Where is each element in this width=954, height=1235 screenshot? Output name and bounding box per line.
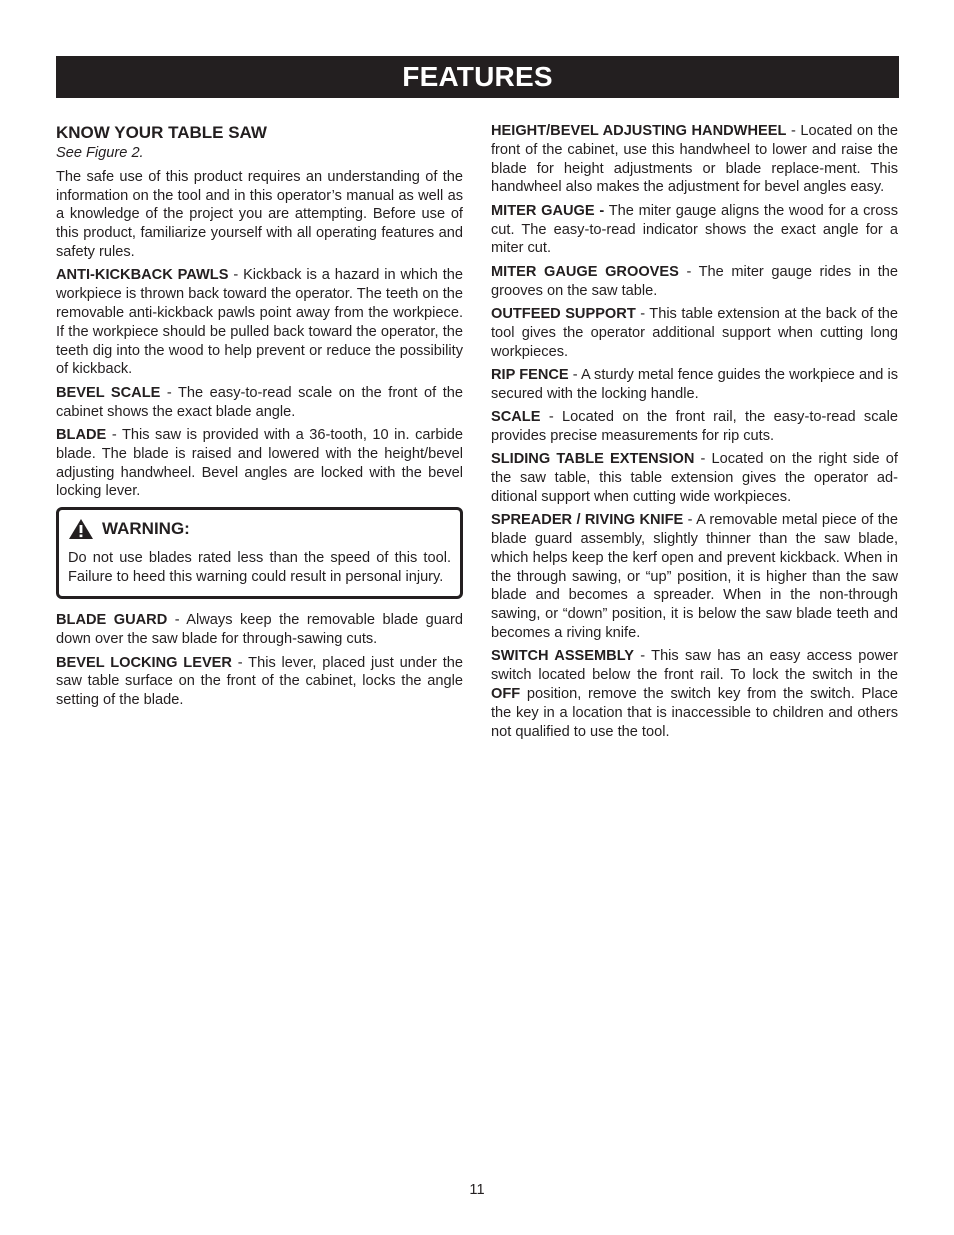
feature-height-bevel-handwheel [491, 122, 898, 197]
warning-text: Do not use blades rated less than the speed of this tool. Failure to heed this warning could result in personal injury. [68, 550, 451, 585]
feature-description: - This lever, placed just under the saw table surface on the front of the cabinet, locks the angle setting of the blade. [56, 654, 463, 709]
feature-term: SLIDING TABLE EXTENSION [491, 451, 695, 468]
feature-term: ANTI-KICKBACK PAWLS [56, 267, 229, 284]
feature-scale [491, 408, 898, 446]
feature-term: SWITCH ASSEMBLY [491, 648, 635, 665]
feature-description: The miter gauge aligns the wood for a cross cut. The easy-to-read indicator shows the exact angle for a miter cut. [491, 202, 898, 257]
feature-term: MITER GAUGE - [491, 202, 605, 219]
feature-term: BEVEL SCALE [56, 384, 161, 401]
feature-description: - A removable metal piece of the blade guard assembly, slightly thinner than the saw blade, which helps keep the kerf open and prevent kickback. When in the through sawing, or “up” position, it is higher than the saw blade and becomes a spreader. When in the non-through sawing, or “down” position, it is below the saw blade teeth and becomes a riving knife. [491, 512, 898, 642]
feature-description-continued: position, remove the switch key from the switch. Place the key in a location that is inaccessible to children and others not qualified to use the tool. [491, 686, 898, 740]
feature-description: - Located on the right side of the saw table, this table extension gives the operator ad-ditional support when cutting wide workpieces. [491, 451, 898, 505]
feature-description: - This saw has an easy access power switch located below the front rail. To lock the switch in the [491, 648, 898, 684]
feature-term: SPREADER / RIVING KNIFE [491, 512, 684, 529]
feature-description: - This saw is provided with a 36-tooth, 10 in. carbide blade. The blade is raised and lowered with the height/bevel adjusting handwheel. Bevel angles are locked with the bevel locking lever. [56, 426, 463, 500]
feature-term: OUTFEED SUPPORT [491, 305, 636, 322]
warning-triangle-icon [68, 518, 94, 540]
feature-description: - The easy-to-read scale on the front of the cabinet shows the exact blade angle. [56, 384, 463, 420]
page-number: 11 [469, 1182, 485, 1198]
feature-description: - Located on the front rail, the easy-to-read scale provides precise measurements for rip cuts. [491, 409, 898, 444]
figure-reference: See Figure 2. [56, 145, 144, 161]
feature-switch-assembly [491, 647, 898, 741]
warning-header [68, 518, 451, 540]
feature-term: MITER GAUGE GROOVES [491, 263, 679, 280]
left-column [56, 122, 463, 714]
feature-bevel-locking-lever [56, 654, 463, 710]
feature-description: - This table extension at the back of the tool gives the operator additional support when cutting long workpieces. [491, 305, 898, 360]
feature-description: - The miter gauge rides in the grooves on the saw table. [491, 263, 898, 299]
feature-term: BLADE GUARD [56, 612, 168, 629]
feature-term: SCALE [491, 409, 541, 426]
section-title-banner: FEATURES [56, 56, 899, 98]
feature-description: - Kickback is a hazard in which the workpiece is thrown back toward the operator. The teeth on the removable anti-kickback pawls point away from the workpiece. If the workpiece should be pulled back toward the operator, the teeth dig into the wood to help prevent or reduce the possibility of kickback. [56, 267, 463, 378]
feature-sliding-table-extension [491, 450, 898, 506]
feature-term: BLADE [56, 426, 107, 443]
feature-miter-gauge [491, 202, 898, 258]
feature-description: - Always keep the removable blade guard down over the saw blade for through-sawing cuts. [56, 612, 463, 648]
feature-outfeed-support [491, 305, 898, 361]
feature-bevel-scale [56, 384, 463, 422]
feature-anti-kickback-pawls [56, 266, 463, 379]
feature-miter-gauge-grooves [491, 263, 898, 301]
feature-spreader-riving-knife [491, 511, 898, 643]
warning-title: WARNING: [102, 519, 190, 539]
section-heading: KNOW YOUR TABLE SAW [56, 123, 267, 142]
feature-term: HEIGHT/BEVEL ADJUSTING HANDWHEEL [491, 123, 787, 139]
warning-box [56, 507, 463, 599]
feature-term: RIP FENCE [491, 366, 569, 383]
off-keyword: OFF [491, 686, 521, 703]
feature-blade-guard [56, 611, 463, 649]
feature-rip-fence [491, 366, 898, 404]
right-column [491, 122, 898, 746]
feature-blade [56, 426, 463, 501]
intro-paragraph: The safe use of this product requires an understanding of the information on the tool and in this operator’s manual as well as a knowledge of the project you are attempting. Before use of this product, familiarize yourself with all operating features and safety rules. [56, 168, 463, 260]
feature-description: - Located on the front of the cabinet, use this handwheel to lower and raise the blade for height adjustments or blade replace-ment. This handwheel also makes the adjustment for bevel angles easy. [491, 123, 898, 196]
feature-term: BEVEL LOCKING LEVER [56, 654, 232, 671]
feature-description: - A sturdy metal fence guides the workpiece and is secured with the locking handle. [491, 366, 898, 402]
